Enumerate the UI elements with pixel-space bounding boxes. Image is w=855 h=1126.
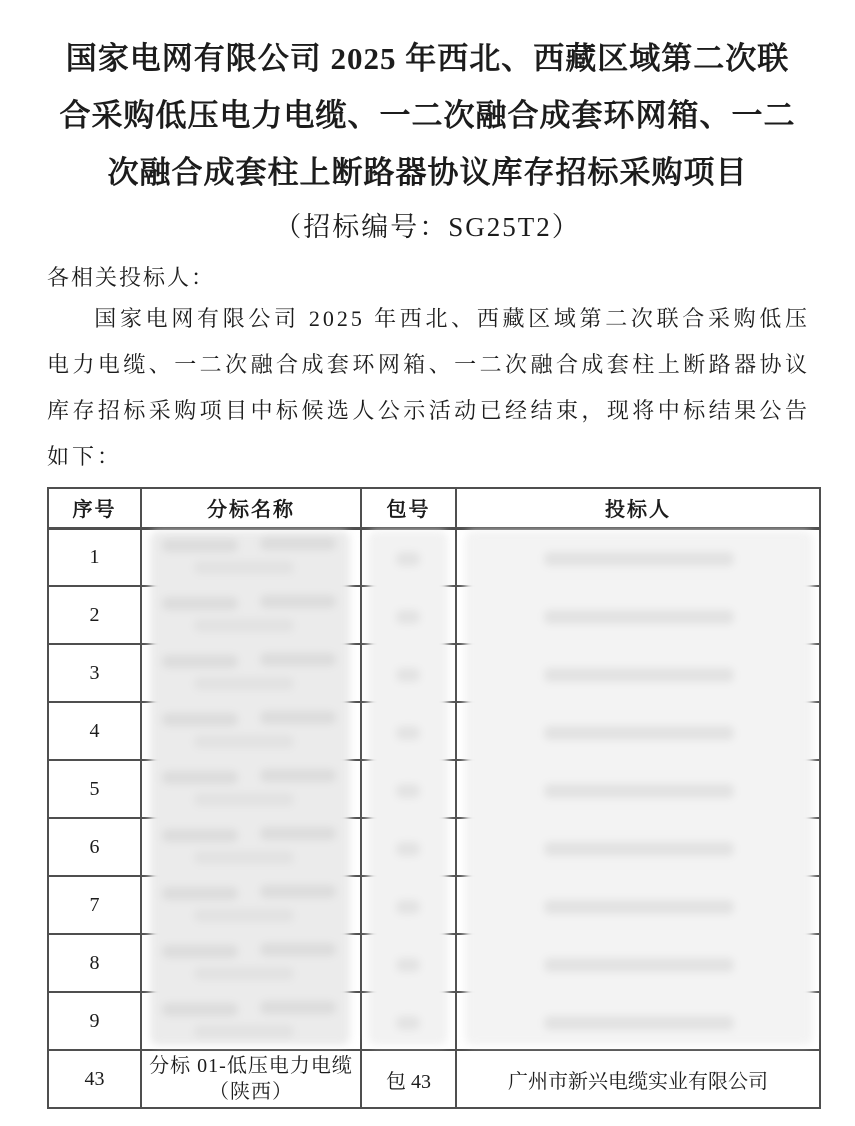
results-table-body: [48, 528, 820, 1108]
package-cell: [361, 644, 456, 702]
results-table: [47, 487, 821, 1109]
row-number-cell: 43: [48, 1050, 141, 1108]
results-table-wrapper: [47, 487, 819, 1109]
subbid-name-cell: [141, 702, 361, 760]
package-cell: [361, 702, 456, 760]
bidder-cell: [456, 934, 820, 992]
table-row: [48, 586, 820, 644]
header-package-number: 包号: [361, 488, 456, 528]
tender-number: （招标编号：SG25T2）: [274, 212, 581, 242]
row-number-cell: 5: [48, 760, 141, 818]
subbid-name-cell: [141, 528, 361, 586]
bidder-cell: [456, 818, 820, 876]
header-serial-number: 序号: [48, 488, 141, 528]
subbid-name-cell: [141, 760, 361, 818]
package-cell: [361, 876, 456, 934]
title-line-1: 国家电网有限公司 2025 年西北、西藏区域第二次联: [65, 41, 790, 76]
table-row: [48, 760, 820, 818]
package-cell: [361, 934, 456, 992]
body-paragraph: 国家电网有限公司 2025 年西北、西藏区域第二次联合采购低压电力电缆、一二次融合成套环网箱、一二次融合成套柱上断路器协议库存招标采购项目中标候选人公示活动已经结束，现将中标结果公告如下：: [47, 306, 810, 469]
bidder-cell: [456, 586, 820, 644]
title-line-3: 次融合成套柱上断路器协议库存招标采购项目: [107, 155, 748, 190]
table-row: [48, 818, 820, 876]
bidder-cell: [456, 992, 820, 1050]
row-number-cell: 3: [48, 644, 141, 702]
package-cell: [361, 992, 456, 1050]
bidder-cell: [456, 760, 820, 818]
header-bidder: 投标人: [456, 488, 820, 528]
row-number-cell: 1: [48, 528, 141, 586]
row-number-cell: 9: [48, 992, 141, 1050]
package-cell: 包 43: [361, 1050, 456, 1108]
package-cell: [361, 586, 456, 644]
table-row: [48, 992, 820, 1050]
table-row: [48, 934, 820, 992]
bidder-cell: 广州市新兴电缆实业有限公司: [456, 1050, 820, 1108]
table-row: [48, 876, 820, 934]
table-row: [48, 1050, 820, 1108]
table-header-row: [48, 488, 820, 528]
bidder-cell: [456, 644, 820, 702]
title-line-2: 合采购低压电力电缆、一二次融合成套环网箱、一二: [59, 98, 796, 133]
subbid-name-cell: [141, 934, 361, 992]
table-row: [48, 702, 820, 760]
document-title: [0, 30, 855, 201]
table-row: [48, 528, 820, 586]
table-row: [48, 644, 820, 702]
row-number-cell: 4: [48, 702, 141, 760]
subbid-name-cell: [141, 992, 361, 1050]
row-number-cell: 6: [48, 818, 141, 876]
salutation: 各相关投标人：: [47, 265, 216, 290]
subbid-name-cell: [141, 818, 361, 876]
subbid-name-cell: 分标 01-低压电力电缆（陕西）: [141, 1050, 361, 1108]
row-number-cell: 7: [48, 876, 141, 934]
row-number-cell: 8: [48, 934, 141, 992]
package-cell: [361, 760, 456, 818]
subbid-name-cell: [141, 644, 361, 702]
package-cell: [361, 818, 456, 876]
header-subbid-name: 分标名称: [141, 488, 361, 528]
package-cell: [361, 528, 456, 586]
bidder-cell: [456, 528, 820, 586]
subbid-name-cell: [141, 586, 361, 644]
bidder-cell: [456, 876, 820, 934]
subbid-name-cell: [141, 876, 361, 934]
bidder-cell: [456, 702, 820, 760]
row-number-cell: 2: [48, 586, 141, 644]
